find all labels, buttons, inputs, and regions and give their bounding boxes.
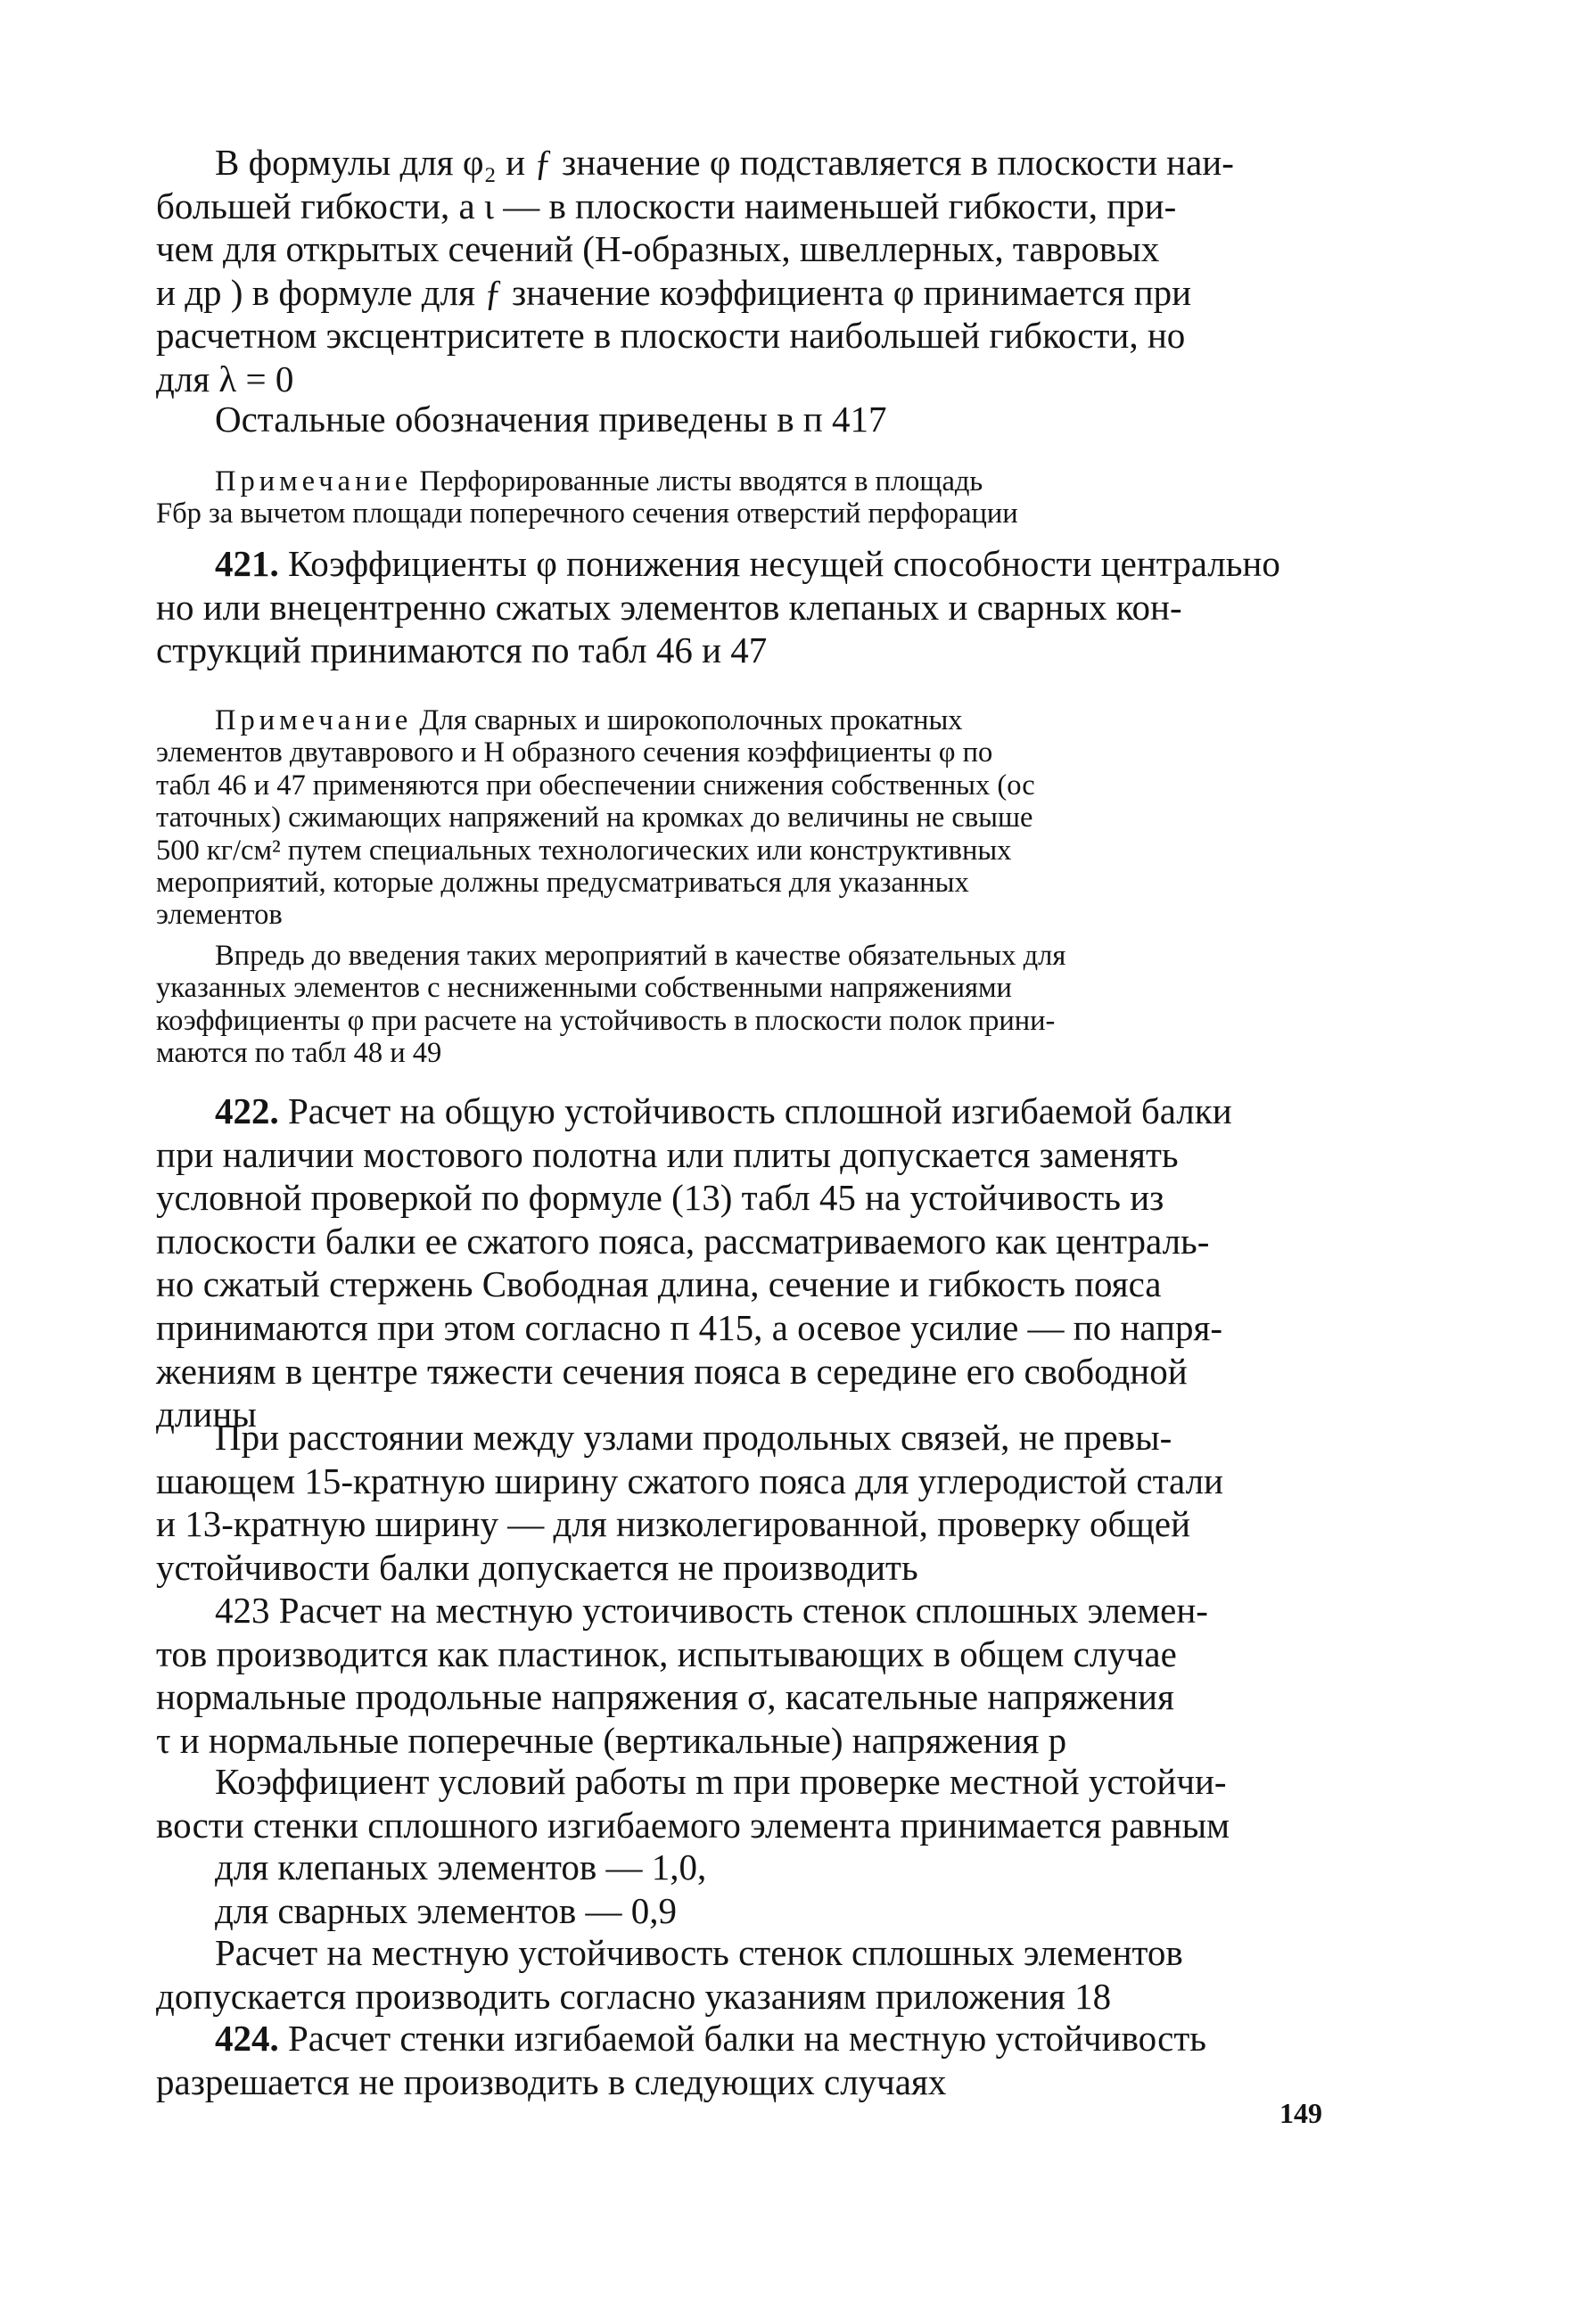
section-number: 421. xyxy=(215,543,279,584)
paragraph-other-notations xyxy=(156,398,1351,441)
text-line: вости стенки сплошного изгибаемого элемента принимается равным xyxy=(156,1804,1230,1846)
text-line: тов производится как пластинок, испытывающих в общем случае xyxy=(156,1632,1177,1674)
note-label: Примечание xyxy=(215,704,413,736)
paragraph-appendix-18 xyxy=(156,1931,1351,2018)
text-line: элементов двутаврового и Н образного сечения коэффициенты φ по xyxy=(156,736,993,769)
text-line: Расчет на местную устоичивость стенок сплошных элемен- xyxy=(278,1590,1208,1631)
text-line: и 13-кратную ширину — для низколегированной, проверку общей xyxy=(156,1503,1191,1545)
section-number: 422. xyxy=(215,1090,279,1131)
text-line: струкций принимаются по табл 46 и 47 xyxy=(156,629,768,671)
text-line: условной проверкой по формуле (13) табл 45 на устойчивость из xyxy=(156,1177,1164,1219)
section-423 xyxy=(156,1589,1351,1762)
text-line: нормальные продольные напряжения σ, касательные напряжения xyxy=(156,1676,1174,1718)
text-line: мероприятий, которые должны предусматриваться для указанных xyxy=(156,867,969,900)
text-line: табл 46 и 47 применяются при обеспечении снижения собственных (ос xyxy=(156,769,1035,802)
note-perforated-sheets xyxy=(156,465,1351,530)
note-until-measures xyxy=(156,940,1351,1070)
text-line: Расчет стенки изгибаемой балки на местную устойчивость xyxy=(288,2018,1206,2059)
text-line: τ и нормальные поперечные (вертикальные) напряжения p xyxy=(156,1719,1067,1761)
text-line: коэффициенты φ при расчете на устойчивость в плоскости полок прини- xyxy=(156,1004,1056,1037)
text-line: 500 кг/см² путем специальных технологических или конструктивных xyxy=(156,834,1012,867)
text-line: устойчивости балки допускается не производить xyxy=(156,1546,918,1588)
page-number: 149 xyxy=(1279,2097,1322,2129)
text-line: жениям в центре тяжести сечения пояса в середине его свободной xyxy=(156,1350,1188,1392)
paragraph-working-conditions xyxy=(156,1760,1351,1846)
text-line: плоскости балки ее сжатого пояса, рассматриваемого как централь- xyxy=(156,1220,1210,1262)
text-line: чем для открытых сечений (Н-образных, швеллерных, тавровых xyxy=(156,228,1160,270)
text-line: большей гибкости, а ι — в плоскости наименьшей гибкости, при- xyxy=(156,185,1177,226)
section-421 xyxy=(156,542,1351,672)
section-number: 423 xyxy=(215,1590,270,1631)
text-line: Коэффициент условий работы m при проверке местной устойчи- xyxy=(215,1761,1227,1802)
text-line: и др ) в формуле для ƒ значение коэффициента φ принимается при xyxy=(156,271,1192,313)
section-number: 424. xyxy=(215,2018,279,2059)
text-line: расчетном эксцентриситете в плоскости наибольшей гибкости, но xyxy=(156,315,1186,357)
text-line: Расчет на общую устойчивость сплошной изгибаемой балки xyxy=(288,1090,1232,1131)
text-line: Впредь до введения таких мероприятий в качестве обязательных для xyxy=(215,940,1066,972)
section-422 xyxy=(156,1090,1351,1436)
section-424 xyxy=(156,2017,1351,2103)
text-line: маются по табл 48 и 49 xyxy=(156,1037,442,1070)
note-welded-elements xyxy=(156,704,1351,932)
text-line: но или внецентренно сжатых элементов клепаных и сварных кон- xyxy=(156,586,1182,628)
text-line: допускается производить согласно указаниям приложения 18 xyxy=(156,1975,1112,2017)
text-line: Расчет на местную устойчивость стенок сплошных элементов xyxy=(215,1932,1183,1973)
text-line: Остальные обозначения приведены в п 417 xyxy=(215,399,887,440)
text-line: разрешается не производить в следующих случаях xyxy=(156,2060,947,2102)
text-line: элементов xyxy=(156,899,283,932)
text-line: при наличии мостового полотна или плиты допускается заменять xyxy=(156,1133,1179,1175)
text-line: указанных элементов с несниженными собственными напряжениями xyxy=(156,972,1012,1005)
note-label: Примечание xyxy=(215,465,413,498)
text-line: При расстоянии между узлами продольных связей, не превы- xyxy=(215,1417,1172,1458)
text-line: таточных) сжимающих напряжений на кромках до величины не свыше xyxy=(156,802,1033,835)
text-line: Fбр за вычетом площади поперечного сечения отверстий перфорации xyxy=(156,498,1018,530)
text-line: для сварных элементов — 0,9 xyxy=(215,1889,677,1931)
paragraph-formula-notes xyxy=(156,141,1351,401)
text-line: Коэффициенты φ понижения несущей способности центрально xyxy=(288,543,1280,584)
paragraph-coefficients xyxy=(156,1846,1351,1932)
text-line: Для сварных и широкополочных прокатных xyxy=(419,704,963,736)
text-line: длины xyxy=(156,1394,257,1435)
text-line: для λ = 0 xyxy=(156,358,294,399)
text-line: для клепаных элементов — 1,0, xyxy=(215,1846,707,1887)
text-line: Перфорированные листы вводятся в площадь xyxy=(419,465,983,498)
text-line: В формулы для φ₂ и ƒ значение φ подставляется в плоскости наи- xyxy=(215,142,1234,183)
text-line: но сжатый стержень Свободная длина, сечение и гибкость пояса xyxy=(156,1263,1162,1305)
text-line: шающем 15-кратную ширину сжатого пояса для углеродистой стали xyxy=(156,1460,1223,1501)
paragraph-longitudinal-ties xyxy=(156,1416,1351,1589)
text-line: принимаются при этом согласно п 415, а осевое усилие — по напря- xyxy=(156,1306,1223,1348)
